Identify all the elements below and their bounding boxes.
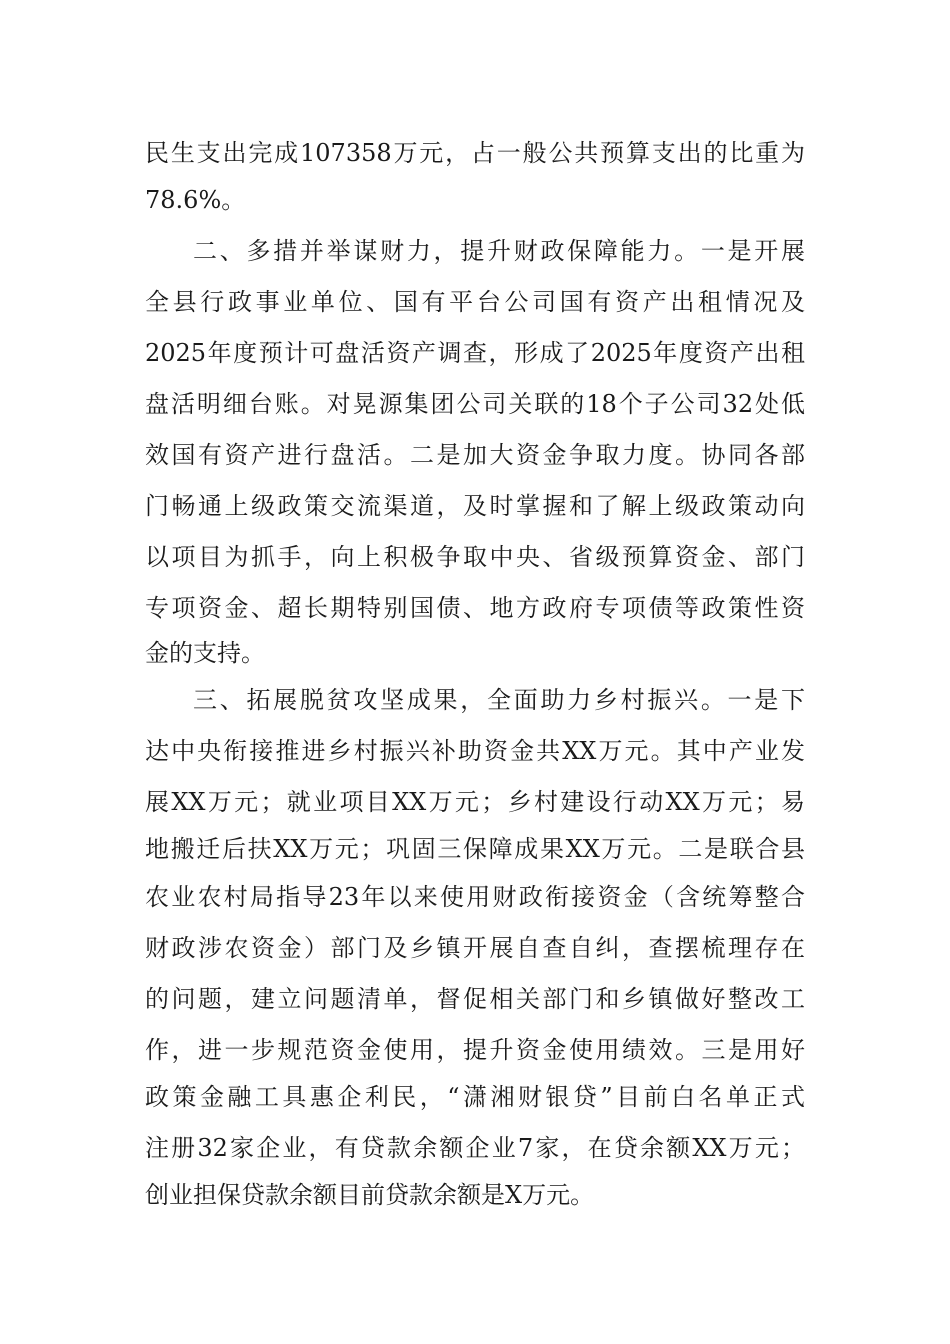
paragraph-line: 民生支出完成107358万元，占一般公共预算支出的比重为 <box>145 139 805 167</box>
paragraph-line: 效国有资产进行盘活。二是加大资金争取力度。协同各部 <box>145 441 805 469</box>
paragraph-line: 三、拓展脱贫攻坚成果，全面助力乡村振兴。一是下 <box>193 686 805 714</box>
paragraph-line: 78.6%。 <box>145 186 246 214</box>
paragraph-line: 金的支持。 <box>145 639 265 667</box>
paragraph-line: 达中央衔接推进乡村振兴补助资金共XX万元。其中产业发 <box>145 737 805 765</box>
paragraph-line: 作，进一步规范资金使用，提升资金使用绩效。三是用好 <box>145 1036 805 1064</box>
paragraph-line: 2025年度预计可盘活资产调查，形成了2025年度资产出租 <box>145 339 805 367</box>
paragraph-line: 全县行政事业单位、国有平台公司国有资产出租情况及 <box>145 288 805 316</box>
paragraph-line: 政策金融工具惠企利民，“潇湘财银贷”目前白名单正式 <box>145 1083 805 1111</box>
paragraph-line: 以项目为抓手，向上积极争取中央、省级预算资金、部门 <box>145 543 805 571</box>
paragraph-line: 农业农村局指导23年以来使用财政衔接资金（含统筹整合 <box>145 883 805 911</box>
paragraph-line: 门畅通上级政策交流渠道，及时掌握和了解上级政策动向 <box>145 492 805 520</box>
paragraph-line: 盘活明细台账。对晃源集团公司关联的18个子公司32处低 <box>145 390 805 418</box>
paragraph-line: 的问题，建立问题清单，督促相关部门和乡镇做好整改工 <box>145 985 805 1013</box>
paragraph-line: 展XX万元；就业项目XX万元；乡村建设行动XX万元；易 <box>145 788 805 816</box>
paragraph-line: 地搬迁后扶XX万元；巩固三保障成果XX万元。二是联合县 <box>145 835 805 863</box>
paragraph-line: 二、多措并举谋财力，提升财政保障能力。一是开展 <box>193 237 805 265</box>
paragraph-line: 创业担保贷款余额目前贷款余额是X万元。 <box>145 1181 595 1209</box>
paragraph-line: 财政涉农资金）部门及乡镇开展自查自纠，查摆梳理存在 <box>145 934 805 962</box>
paragraph-line: 专项资金、超长期特别国债、地方政府专项债等政策性资 <box>145 594 805 622</box>
paragraph-line: 注册32家企业，有贷款余额企业7家，在贷余额XX万元； <box>145 1134 805 1162</box>
